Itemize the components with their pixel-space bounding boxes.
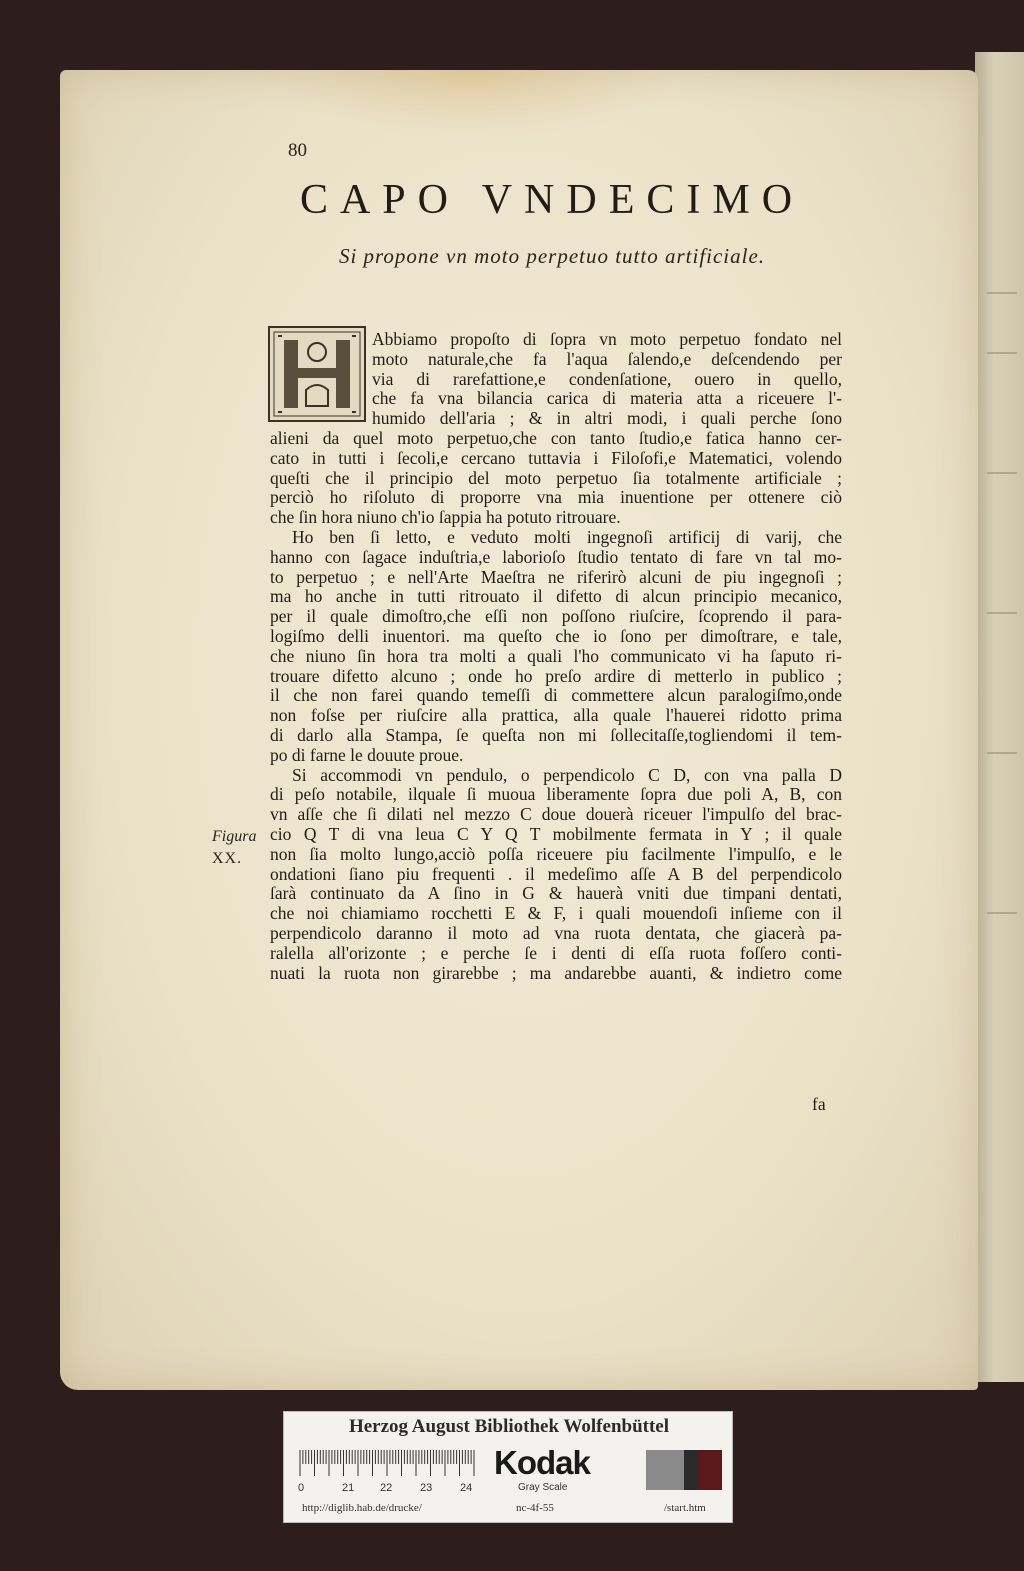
margin-note-number: XX.	[212, 850, 243, 867]
body-line: ondationi ſiano piu frequenti . il medeſimo aſſe A B del perpendicolo	[270, 864, 842, 884]
body-line: che fa vna bilancia carica di materia atta a riceuere l'-	[372, 389, 842, 409]
start-page: /start.htm	[664, 1502, 706, 1514]
body-line: alieni da quel moto perpetuo,che con tanto ſtudio,e fatica hanno cer-	[270, 429, 842, 448]
body-line: ma ho anche in tutti ritrouato il difetto di alcun principio mecanico,	[270, 587, 842, 607]
body-line: ſarà continuato da A ſino in G & hauerà vniti due timpani dentati,	[270, 884, 842, 904]
body-line: di peſo notabile, ilquale ſi muoua liberamente ſopra due poli A, B, con	[270, 785, 842, 805]
body-line: non ſia molto lungo,acciò poſſa riceuere piu facilmente l'impulſo, e le	[270, 844, 842, 864]
body-line: via di rarefattione,e condenſatione, ouero in quello,	[372, 369, 842, 389]
swatch-maroon	[698, 1450, 722, 1490]
body-line: trouare difetto alcuno ; onde ho preſo ardire di metterlo in publico ;	[270, 666, 842, 686]
body-line: Si accommodi vn pendulo, o perpendicolo C D, con vna palla D	[292, 765, 842, 785]
body-line: po di farne le douute proue.	[270, 745, 464, 765]
chapter-subtitle: Si propone vn moto perpetuo tutto artificiale.	[338, 244, 766, 268]
adjacent-page-edge	[975, 52, 1024, 1382]
body-line: logiſmo delli inuentori. ma queſto che io ſono per dimoſtrare, e tale,	[270, 627, 842, 646]
gray-scale-label: Gray Scale	[518, 1482, 568, 1493]
body-line: non foſse per riuſcire alla prattica, alla quale l'hauerei ridotto prima	[270, 706, 842, 726]
body-line: vn aſſe che ſi dilati nel mezzo C doue douerà riceuer l'impulſo del brac-	[270, 805, 842, 825]
color-scale-card	[283, 1411, 733, 1523]
swatch-gray	[646, 1450, 684, 1490]
catchword: fa	[812, 1094, 826, 1114]
body-line: nuati la ruota non girarebbe ; ma andarebbe auanti, & indietro come	[270, 963, 842, 983]
kodak-logo: Kodak	[494, 1444, 590, 1481]
body-line: moto naturale,che fa l'aqua ſalendo,e deſcendendo per	[372, 349, 842, 369]
library-name: Herzog August Bibliothek Wolfenbüttel	[348, 1416, 670, 1437]
ruler-number: 22	[380, 1482, 393, 1494]
decorated-initial-H-icon	[268, 326, 366, 422]
body-line: che noi chiamiamo rocchetti E & F, i quali mouendoſi inſieme con il	[270, 904, 842, 924]
ruler-number: 0	[298, 1482, 305, 1494]
body-line: Abbiamo propoſto di ſopra vn moto perpetuo fondato nel	[372, 330, 842, 349]
chapter-title: CAPO VNDECIMO	[299, 177, 805, 223]
ruler-scale-icon	[298, 1448, 478, 1480]
body-line: per il quale dimoſtro,che eſſi non poſſono riuſcire, ſcoprendo il para-	[270, 607, 842, 627]
body-line: to perpetuo ; e nell'Arte Maeſtra ne riferirò alcuni de piu ingegnoſi ;	[270, 567, 842, 587]
body-line: che niuno ſin hora tra molti a quali l'ho communicato vi ha ſaputo ri-	[270, 646, 842, 666]
body-line: il che non farei quando temeſſi di commettere alcun paralogiſmo,onde	[270, 686, 842, 706]
shelfmark: nc-4f-55	[516, 1502, 554, 1514]
body-line: ralella all'orizonte ; e perche ſe i denti di eſſa ruota foſſero conti-	[270, 943, 842, 963]
ruler-number: 21	[342, 1482, 355, 1494]
swatch-dark	[684, 1450, 698, 1490]
source-url: http://diglib.hab.de/drucke/	[302, 1502, 422, 1514]
body-line: di darlo alla Stampa, ſe queſta non mi ſollecitaſſe,togliendomi il tem-	[270, 726, 842, 745]
page-number: 80	[288, 140, 307, 161]
body-line: cato in tutti i ſecoli,e cercano tuttavia i Filoſofi,e Matematici, volendo	[270, 448, 842, 468]
body-line: hanno con ſagace induſtria,e laborioſo ſtudio tentato di fare vn tal mo-	[270, 547, 842, 567]
body-line: perpendicolo daranno il moto ad vna ruota dentata, che giacerà pa-	[270, 924, 842, 943]
ruler-number: 24	[460, 1482, 473, 1494]
body-line: humido dell'aria ; & in altri modi, i quali perche ſono	[372, 409, 842, 429]
gray-swatches	[646, 1450, 722, 1490]
body-line: Ho ben ſi letto, e veduto molti ingegnoſi artificij di varij, che	[292, 528, 842, 547]
body-line: cio Q T di vna leua C Y Q T mobilmente fermata in Y ; il quale	[270, 825, 842, 844]
margin-note-figura: Figura	[212, 828, 257, 845]
body-line: queſti che il principio del moto perpetuo ſia totalmente artificiale ;	[270, 468, 842, 488]
body-line: perciò ho riſoluto di proporre vna mia inuentione per ottenere ciò	[270, 488, 842, 508]
ruler-number: 23	[420, 1482, 433, 1494]
body-line: che ſin hora niuno ch'io ſappia ha potuto ritrouare.	[270, 508, 621, 528]
paper-stain	[260, 70, 680, 140]
